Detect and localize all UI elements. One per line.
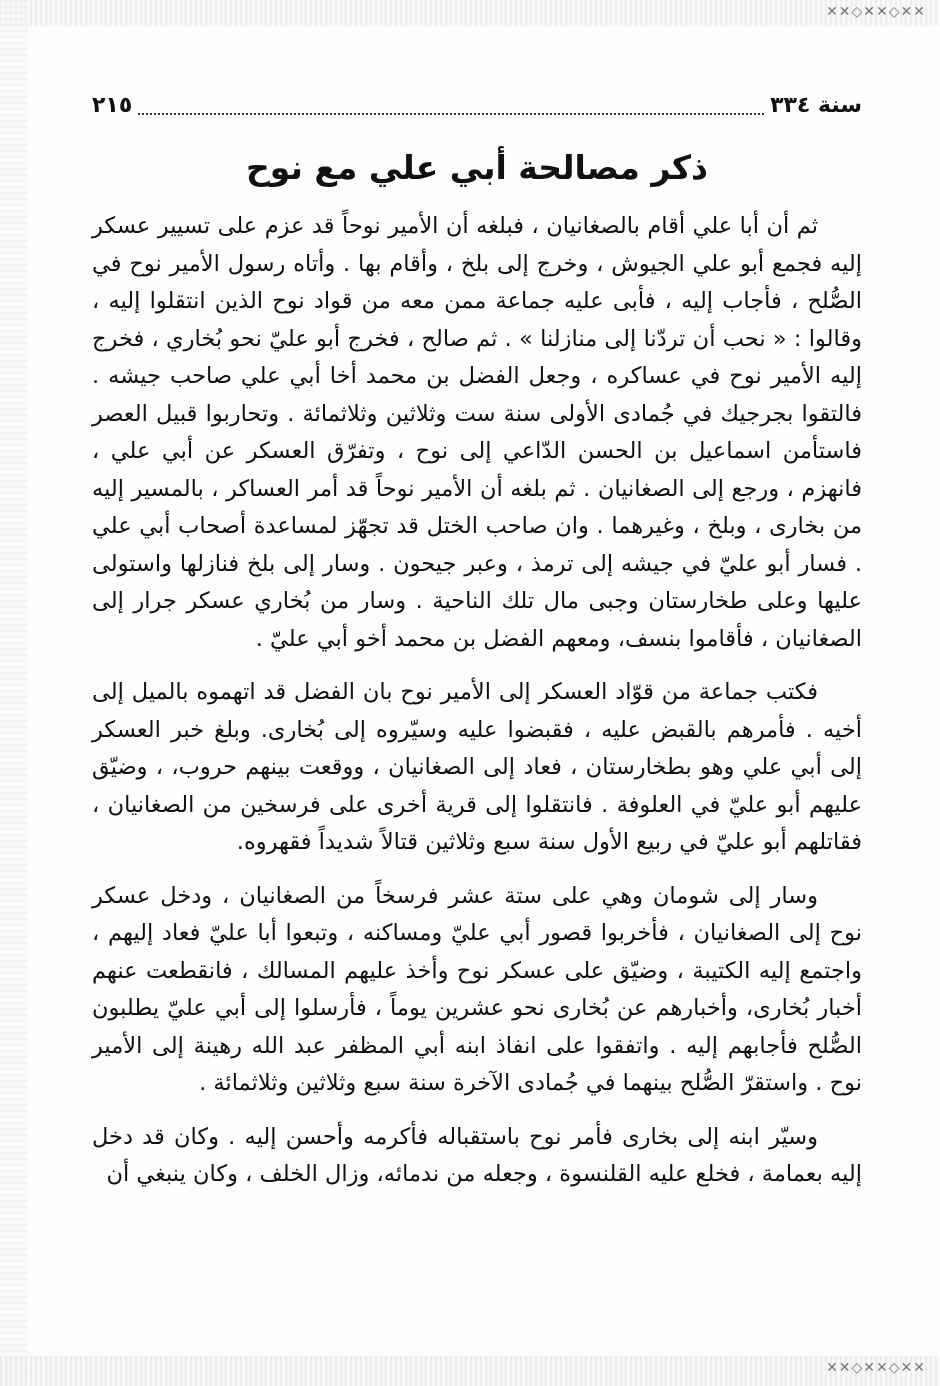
paragraph: ثم أن أبا علي أقام بالصغانيان ، فبلغه أن الأمير نوحاً قد عزم على تسيير عسكر إليه فجمع أبو علي الجيوش ، وخرج إلى بلخ ، وأقام بها . وأتاه رسول الأمير نوح في الصُّلح ، فأجاب إليه ، فأبى عليه جماعة ممن معه من قواد نوح الذين انتقلوا إليه ، وقالوا : « نحب أن تردّنا إلى منازلنا » . ثم صالح ، فخرج أبو عليّ نحو بُخاري ، فخرج إليه الأمير نوح في عساكره ، وجعل الفضل بن محمد أخا أبي علي صاحب جيشه . فالتقوا بجرجيك في جُمادى الأولى سنة ست وثلاثين وثلاثمائة . وتحاربوا قبيل العصر فاستأمن اسماعيل بن الحسن الدّاعي إلى نوح ، وتفرّق العسكر عن أبي علي ، فانهزم ، ورجع إلى الصغانيان . ثم بلغه أن الأمير نوحاً قد أمر العساكر ، بالمسير إليه من بخارى ، وبلخ ، وغيرهما . وان صاحب الختل قد تجهّز لمساعدة أصحاب أبي علي . فسار أبو عليّ في جيشه إلى ترمذ ، وعبر جيحون . وسار إلى بلخ فنازلها واستولى عليها وعلى طخارستان وجبى مال تلك الناحية . وسار من بُخاري عسكر جرار إلى الصغانيان ، فأقاموا بنسف، ومعهم الفضل بن محمد أخو أبي عليّ . [92,213,862,652]
scan-edge-top [0,0,940,26]
page-number: ٢١٥ [92,92,133,118]
paragraph: وسيّر ابنه إلى بخارى فأمر نوح باستقباله فأكرمه وأحسن إليه . وكان قد دخل إليه بعمامة ، فخلع عليه القلنسوة ، وجعله من ندمائه، وزال الخلف ، وكان ينبغي أن [92,1123,862,1187]
header-year: سنة ٣٣٤ [770,92,862,118]
scan-edge-bottom [0,1356,940,1386]
body-text [92,208,862,1194]
running-header [92,88,862,122]
dotted-leader [138,95,764,115]
section-title: ذكر مصالحة أبي علي مع نوح [246,148,708,187]
paragraph: وسار إلى شومان وهي على ستة عشر فرسخاً من الصغانيان ، ودخل عسكر نوح إلى الصغانيان ، فأخربوا قصور أبي عليّ ومساكنه ، وتبعوا أبا عليّ فعاد إليهم ، واجتمع إليه الكتيبة ، وضيّق على عسكر نوح وأخذ عليهم المسالك ، فانقطعت عنهم أخبار بُخارى، وأخبارهم عن بُخارى نحو عشرين يوماً ، فأرسلوا إلى أبي عليّ يطلبون الصُّلح فأجابهم إليه . واتفقوا على انفاذ ابنه أبي المظفر عبد الله رهينة إلى الأمير نوح . واستقرّ الصُّلح بينهما في جُمادى الآخرة سنة سبع وثلاثين وثلاثمائة . [92,882,862,1096]
ornament-border-icon: ✕✕◇✕✕◇✕✕ [826,1360,926,1376]
ornament-border-icon: ✕✕◇✕✕◇✕✕ [826,4,926,20]
paragraph: فكتب جماعة من قوّاد العسكر إلى الأمير نوح بان الفضل قد اتهموه بالميل إلى أخيه . فأمرهم بالقبض عليه ، فقبضوا عليه وسيّروه إلى بُخارى. وبلغ خبر العسكر إلى أبي علي وهو بطخارستان ، فعاد إلى الصغانيان ، ووقعت بينهم حروب، ، وضيّق عليهم أبو عليّ في العلوفة . فانتقلوا إلى قرية أخرى على فرسخين من الصغانيان ، فقاتلهم أبو عليّ في ربيع الأول سنة سبع وثلاثين قتالاً شديداً فقهروه. [92,679,862,855]
scan-edge-left [0,0,28,1386]
